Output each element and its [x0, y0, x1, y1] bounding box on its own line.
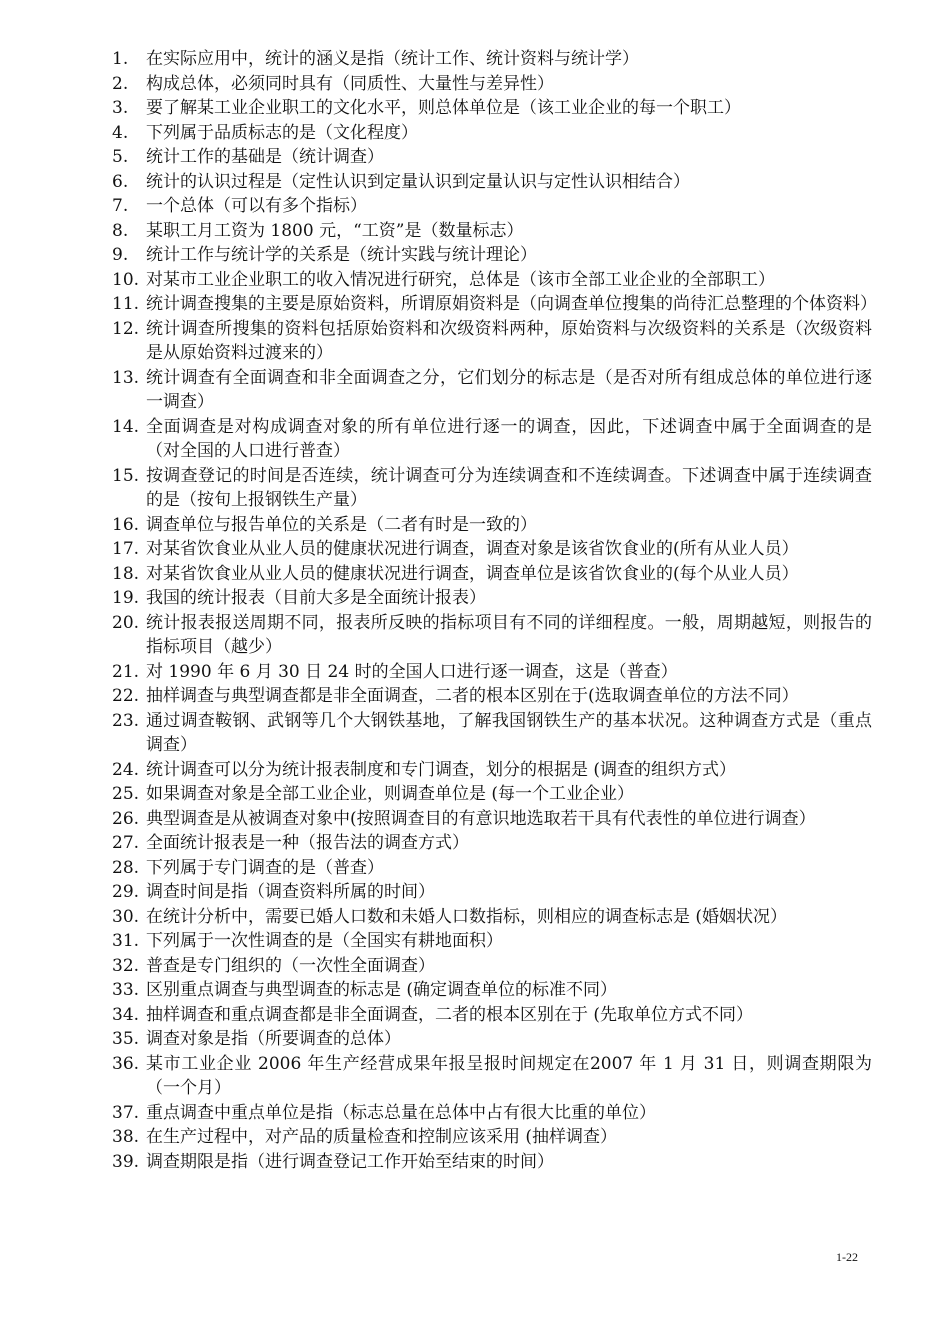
item-text: 对 1990 年 6 月 30 日 24 时的全国人口进行逐一调查，这是（普查）: [146, 661, 678, 682]
item-number: 38.: [112, 1127, 140, 1147]
list-item: [112, 856, 872, 881]
list-item: [112, 366, 872, 415]
item-text: 如果调查对象是全部工业企业，则调查单位是 (每一个工业企业）: [146, 784, 635, 804]
list-item: [112, 611, 872, 660]
list-item: [112, 47, 872, 72]
item-text: 调查期限是指（进行调查登记工作开始至结束的时间）: [146, 1151, 554, 1172]
item-text: 某职工月工资为 1800 元，“工资”是（数量标志）: [146, 220, 524, 241]
item-text: 抽样调查和重点调查都是非全面调查，二者的根本区别在于 (先取单位方式不同）: [146, 1004, 754, 1025]
item-text: 下列属于一次性调查的是（全国实有耕地面积）: [146, 931, 503, 951]
item-number: 19.: [112, 588, 140, 608]
list-item: [112, 1003, 872, 1028]
list-item: [112, 684, 872, 709]
item-text: 普查是专门组织的（一次性全面调查）: [146, 955, 435, 976]
item-number: 4.: [112, 122, 129, 143]
item-text: 按调查登记的时间是否连续，统计调查可分为连续调查和不连续调查。下述调查中属于连续调查的是（按旬上报钢铁生产量）: [146, 465, 872, 510]
item-text: 某市工业企业 2006 年生产经营成果年报呈报时间规定在2007 年 1 月 31 日，则调查期限为（一个月）: [146, 1053, 872, 1098]
item-text: 对某省饮食业从业人员的健康状况进行调查，调查单位是该省饮食业的(每个从业人员）: [146, 563, 799, 584]
list-item: [112, 831, 872, 856]
list-item: [112, 464, 872, 513]
list-item: [112, 219, 872, 244]
item-number: 5.: [112, 147, 129, 167]
item-number: 37.: [112, 1102, 140, 1123]
item-text: 调查单位与报告单位的关系是（二者有时是一致的）: [146, 514, 537, 535]
list-item: [112, 880, 872, 905]
item-number: 17.: [112, 539, 140, 559]
list-item: [112, 72, 872, 97]
list-item: [112, 562, 872, 587]
item-text: 统计调查所搜集的资料包括原始资料和次级资料两种，原始资料与次级资料的关系是（次级资料是从原始资料过渡来的）: [146, 318, 872, 363]
list-item: [112, 170, 872, 195]
list-item: [112, 709, 872, 758]
item-number: 22.: [112, 686, 140, 706]
list-item: [112, 807, 872, 832]
list-item: [112, 978, 872, 1003]
item-text: 调查时间是指（调查资料所属的时间）: [146, 882, 435, 902]
list-item: [112, 513, 872, 538]
list-item: [112, 929, 872, 954]
item-number: 9.: [112, 245, 129, 265]
item-text: 一个总体（可以有多个指标）: [146, 196, 367, 216]
item-text: 对某省饮食业从业人员的健康状况进行调查，调查对象是该省饮食业的(所有从业人员）: [146, 539, 799, 559]
item-text: 下列属于专门调查的是（普查）: [146, 857, 384, 878]
item-text: 重点调查中重点单位是指（标志总量在总体中占有很大比重的单位）: [146, 1102, 656, 1123]
item-text: 对某市工业企业职工的收入情况进行研究，总体是（该市全部工业企业的全部职工）: [146, 269, 775, 290]
item-number: 18.: [112, 563, 140, 584]
item-text: 调查对象是指（所要调查的总体）: [146, 1029, 401, 1049]
list-item: [112, 1150, 872, 1175]
list-item: [112, 954, 872, 979]
item-number: 28.: [112, 857, 140, 878]
list-item: [112, 1125, 872, 1150]
list-item: [112, 1052, 872, 1101]
item-number: 39.: [112, 1151, 140, 1172]
item-number: 15.: [112, 465, 140, 486]
list-item: [112, 905, 872, 930]
item-text: 通过调查鞍钢、武钢等几个大钢铁基地，了解我国钢铁生产的基本状况。这种调查方式是（重点调查）: [146, 710, 872, 755]
list-item: [112, 1027, 872, 1052]
list-item: [112, 660, 872, 685]
item-number: 1.: [112, 49, 129, 69]
page-number: 1-22: [836, 1250, 858, 1264]
item-text: 统计的认识过程是（定性认识到定量认识到定量认识与定性认识相结合）: [146, 171, 690, 192]
item-number: 35.: [112, 1029, 140, 1049]
item-number: 13.: [112, 367, 140, 388]
item-text: 统计调查有全面调查和非全面调查之分，它们划分的标志是（是否对所有组成总体的单位进行逐一调查）: [146, 367, 872, 412]
item-number: 14.: [112, 416, 140, 437]
item-text: 在统计分析中，需要已婚人口数和未婚人口数指标，则相应的调查标志是 (婚姻状况）: [146, 906, 788, 927]
item-number: 10.: [112, 269, 140, 290]
item-number: 11.: [112, 294, 140, 314]
question-list: [112, 47, 877, 1174]
item-number: 23.: [112, 710, 140, 731]
item-text: 区别重点调查与典型调查的标志是 (确定调查单位的标准不同）: [146, 980, 618, 1000]
item-number: 20.: [112, 612, 140, 633]
item-text: 要了解某工业企业职工的文化水平，则总体单位是（该工业企业的每一个职工）: [146, 98, 741, 118]
list-item: [112, 782, 872, 807]
list-item: [112, 121, 872, 146]
list-item: [112, 243, 872, 268]
item-text: 构成总体，必须同时具有（同质性、大量性与差异性）: [146, 73, 554, 94]
item-text: 统计调查可以分为统计报表制度和专门调查，划分的根据是 (调查的组织方式）: [146, 759, 737, 780]
item-text: 抽样调查与典型调查都是非全面调查，二者的根本区别在于(选取调查单位的方法不同）: [146, 686, 799, 706]
item-text: 在生产过程中，对产品的质量检查和控制应该采用 (抽样调查）: [146, 1127, 618, 1147]
list-item: [112, 145, 872, 170]
item-number: 25.: [112, 784, 140, 804]
item-number: 16.: [112, 514, 140, 535]
item-text: 在实际应用中，统计的涵义是指（统计工作、统计资料与统计学）: [146, 49, 639, 69]
item-text: 统计工作的基础是（统计调查）: [146, 147, 384, 167]
item-number: 3.: [112, 98, 129, 118]
item-number: 34.: [112, 1004, 140, 1025]
item-text: 统计报表报送周期不同，报表所反映的指标项目有不同的详细程度。一般，周期越短，则报告的指标项目（越少）: [146, 612, 872, 657]
item-number: 27.: [112, 833, 140, 853]
item-text: 统计调查搜集的主要是原始资料，所谓原娟资料是（向调查单位搜集的尚待汇总整理的个体资料）: [146, 294, 877, 314]
item-number: 33.: [112, 980, 140, 1000]
item-number: 8.: [112, 220, 129, 241]
list-item: [112, 268, 872, 293]
item-number: 29.: [112, 882, 140, 902]
item-number: 24.: [112, 759, 140, 780]
item-number: 30.: [112, 906, 140, 927]
item-text: 统计工作与统计学的关系是（统计实践与统计理论）: [146, 245, 537, 265]
item-number: 32.: [112, 955, 140, 976]
item-number: 26.: [112, 808, 140, 829]
item-number: 6.: [112, 171, 129, 192]
item-number: 2.: [112, 73, 129, 94]
list-item: [112, 758, 872, 783]
list-item: [112, 96, 872, 121]
item-number: 7.: [112, 196, 129, 216]
item-text: 全面统计报表是一种（报告法的调查方式）: [146, 833, 469, 853]
item-number: 36.: [112, 1053, 140, 1074]
item-number: 21.: [112, 661, 140, 682]
item-number: 12.: [112, 318, 140, 339]
list-item: [112, 317, 872, 366]
item-text: 全面调查是对构成调查对象的所有单位进行逐一的调查，因此，下述调查中属于全面调查的是（对全国的人口进行普查）: [146, 416, 872, 461]
item-text: 下列属于品质标志的是（文化程度）: [146, 122, 418, 143]
list-item: [112, 194, 872, 219]
item-text: 典型调查是从被调查对象中(按照调查目的有意识地选取若干具有代表性的单位进行调查）: [146, 808, 816, 829]
list-item: [112, 1101, 872, 1126]
list-item: [112, 415, 872, 464]
list-item: [112, 586, 872, 611]
item-text: 我国的统计报表（目前大多是全面统计报表）: [146, 588, 486, 608]
list-item: [112, 537, 872, 562]
item-number: 31.: [112, 931, 140, 951]
list-item: [112, 292, 877, 317]
